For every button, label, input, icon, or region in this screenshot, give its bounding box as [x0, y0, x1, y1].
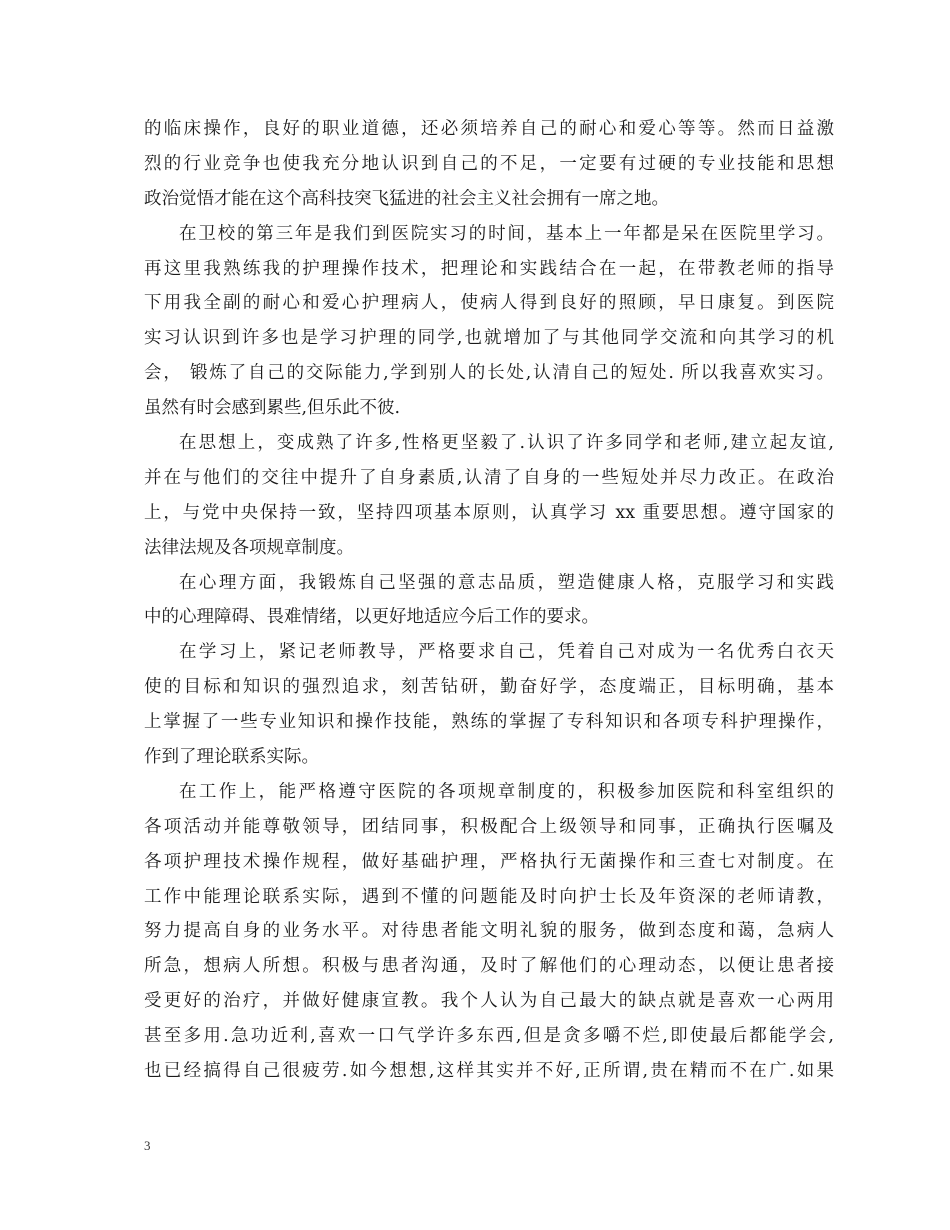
page-number: 3	[144, 1138, 151, 1153]
text-line: 的临床操作，良好的职业道德，还必须培养自己的耐心和爱心等等。然而日益激	[144, 119, 834, 139]
paragraph-start-line: 在心理方面，我锻炼自己坚强的意志品质，塑造健康人格，克服学习和实践	[179, 572, 834, 593]
paragraph-start-line: 在卫校的第三年是我们到医院实习的时间，基本上一年都是呆在医院里学习。	[179, 223, 834, 244]
text-line: 实习认识到许多也是学习护理的同学,也就增加了与其他同学交流和向其学习的机	[144, 328, 834, 349]
text-line: 也已经搞得自己很疲劳.如今想想,这样其实并不好,正所谓,贵在精而不在广.如果	[144, 1061, 834, 1082]
text-line: 下用我全副的耐心和爱心护理病人，使病人得到良好的照顾，早日康复。到医院	[144, 293, 834, 314]
text-line: 各项活动并能尊敬领导，团结同事，积极配合上级领导和同事，正确执行医嘱及	[144, 816, 834, 837]
text-line: 上掌握了一些专业知识和操作技能，熟练的掌握了专科知识和各项专科护理操作，	[144, 712, 834, 733]
text-line: 法律法规及各项规章制度。	[144, 537, 354, 558]
text-line: 虽然有时会感到累些,但乐此不彼.	[144, 398, 401, 419]
paragraph-start-line: 在思想上，变成熟了许多,性格更坚毅了.认识了许多同学和老师,建立起友谊,	[179, 433, 834, 454]
text-line: 中的心理障碍、畏难情绪，以更好地适应今后工作的要求。	[144, 607, 599, 628]
text-line: 甚至多用.急功近利,喜欢一口气学许多东西,但是贪多嚼不烂,即使最后都能学会,	[144, 1026, 834, 1047]
text-line: 上，与党中央保持一致，坚持四项基本原则，认真学习 xx 重要思想。遵守国家的	[144, 502, 834, 523]
text-line: 努力提高自身的业务水平。对待患者能文明礼貌的服务，做到态度和蔼，急病人	[144, 921, 834, 942]
text-line: 烈的行业竞争也使我充分地认识到自己的不足，一定要有过硬的专业技能和思想	[144, 153, 834, 174]
text-line: 并在与他们的交往中提升了自身素质,认清了自身的一些短处并尽力改正。在政治	[144, 467, 834, 488]
text-line: 再这里我熟练我的护理操作技术，把理论和实践结合在一起，在带教老师的指导	[144, 258, 834, 279]
text-line: 使的目标和知识的强烈追求，刻苦钻研，勤奋好学，态度端正，目标明确，基本	[144, 677, 834, 698]
body-text	[144, 112, 834, 1089]
text-line: 所急，想病人所想。积极与患者沟通，及时了解他们的心理动态，以便让患者接	[144, 956, 834, 977]
text-line: 受更好的治疗，并做好健康宣教。我个人认为自己最大的缺点就是喜欢一心两用	[144, 991, 834, 1012]
text-line: 会， 锻炼了自己的交际能力,学到别人的长处,认清自己的短处. 所以我喜欢实习。	[144, 363, 834, 384]
text-line: 作到了理论联系实际。	[144, 747, 319, 768]
paragraph-start-line: 在学习上，紧记老师教导，严格要求自己，凭着自己对成为一名优秀白衣天	[179, 642, 834, 663]
paragraph-start-line: 在工作上，能严格遵守医院的各项规章制度的，积极参加医院和科室组织的	[179, 781, 834, 802]
text-line: 政治觉悟才能在这个高科技突飞猛进的社会主义社会拥有一席之地。	[144, 188, 669, 209]
text-line: 各项护理技术操作规程，做好基础护理，严格执行无菌操作和三查七对制度。在	[144, 851, 834, 872]
text-line: 工作中能理论联系实际，遇到不懂的问题能及时向护士长及年资深的老师请教，	[144, 886, 834, 907]
